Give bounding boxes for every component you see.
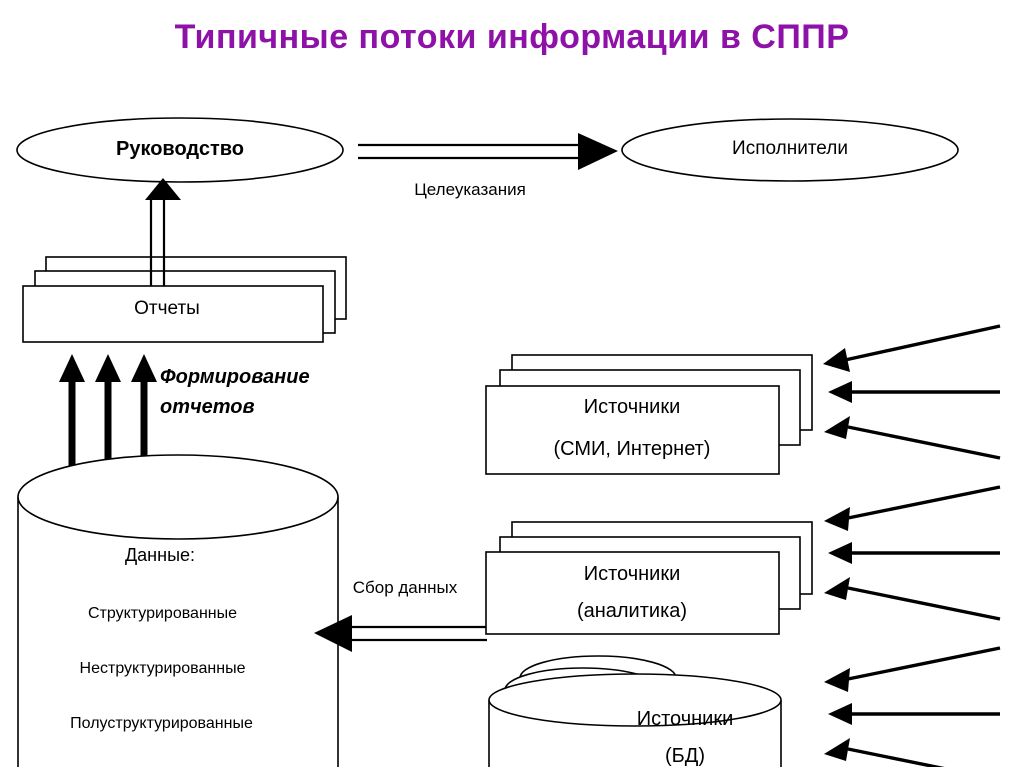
edge-targeting-arrow — [358, 133, 618, 170]
node-reports-label: Отчеты — [134, 298, 200, 319]
node-source-db-label-line2: (БД) — [665, 745, 705, 767]
data-type-semistructured: Полуструктурированные — [70, 715, 253, 732]
edge-data-collection-label: Сбор данных — [352, 578, 458, 597]
edge-report-forming-label-line1: Формирование — [160, 366, 310, 388]
edge-report-forming-label-line2: отчетов — [160, 396, 255, 418]
node-source-media-label-line2: (СМИ, Интернет) — [553, 438, 711, 460]
edge-external-inflow-media — [823, 326, 1000, 458]
node-performers-label: Исполнители — [732, 138, 848, 159]
page-title: Типичные потоки информации в СППР — [174, 18, 850, 56]
node-source-analytics-label-line2: (аналитика) — [576, 600, 688, 622]
node-source-db-label-line1: Источники — [636, 708, 734, 730]
node-data-store-title: Данные: — [124, 545, 196, 565]
node-leadership-label: Руководство — [115, 138, 244, 160]
edge-external-inflow-db — [824, 648, 1000, 767]
node-source-analytics-label-line1: Источники — [583, 563, 681, 585]
data-type-structured: Структурированные — [87, 605, 238, 622]
node-source-media-label-line1: Источники — [583, 396, 681, 418]
edge-external-inflow-analytics — [824, 487, 1000, 619]
edge-data-collection-arrow — [314, 615, 487, 652]
data-type-unstructured: Неструктурированные — [79, 660, 246, 677]
edge-targeting-label: Целеуказания — [414, 180, 526, 199]
